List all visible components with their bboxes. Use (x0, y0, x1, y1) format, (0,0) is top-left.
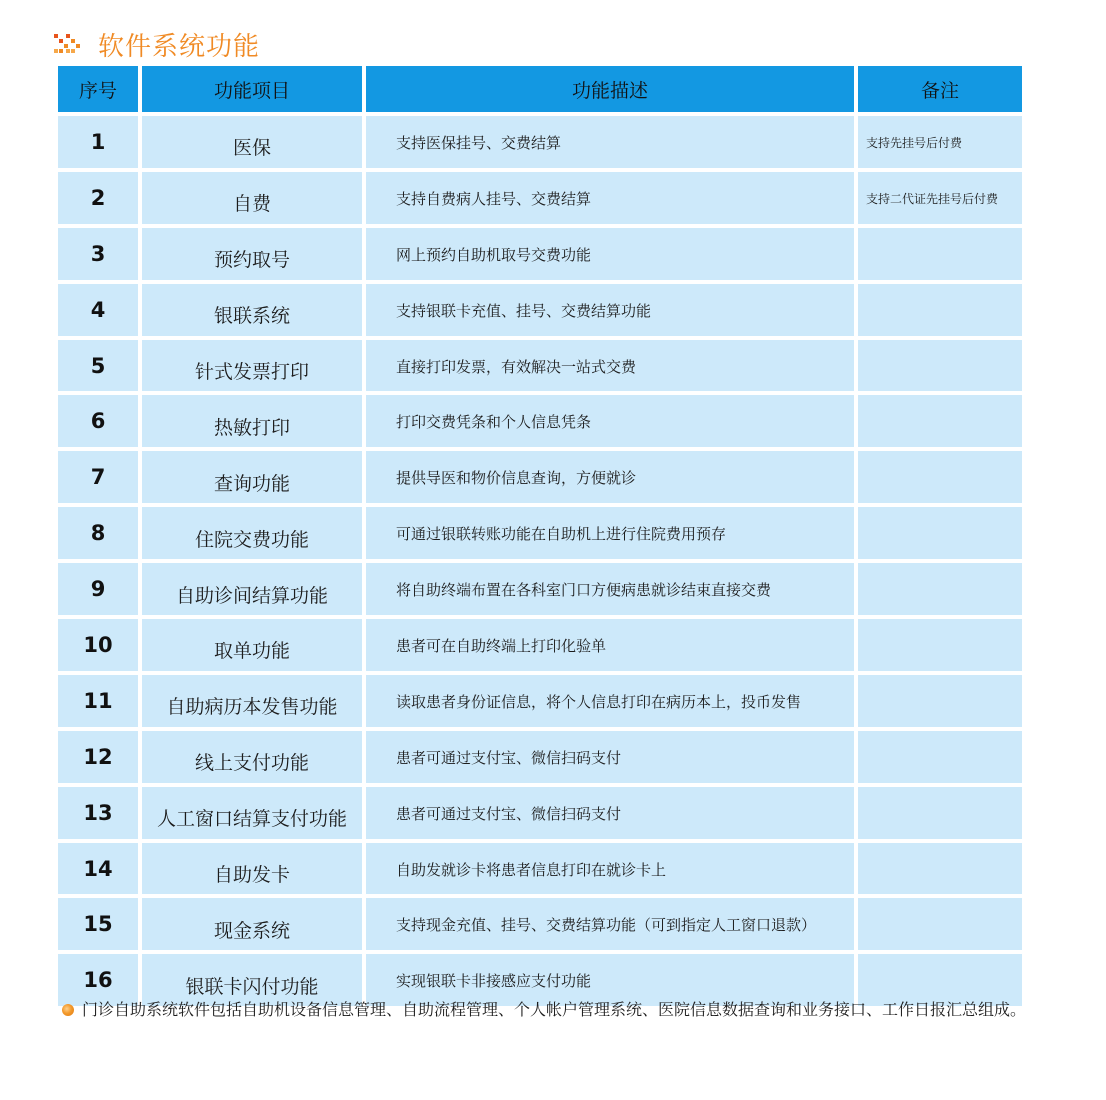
row-number: 8 (58, 507, 138, 559)
row-item: 自助发卡 (142, 843, 362, 895)
row-description: 自助发就诊卡将患者信息打印在就诊卡上 (366, 843, 854, 895)
row-note (858, 787, 1022, 839)
row-note (858, 619, 1022, 671)
header-desc: 功能描述 (366, 66, 854, 112)
row-description: 提供导医和物价信息查询，方便就诊 (366, 451, 854, 503)
row-number: 6 (58, 395, 138, 447)
row-number: 4 (58, 284, 138, 336)
row-description: 将自助终端布置在各科室门口方便病患就诊结束直接交费 (366, 563, 854, 615)
row-item: 针式发票打印 (142, 340, 362, 392)
row-note (858, 284, 1022, 336)
row-note (858, 395, 1022, 447)
row-description: 患者可通过支付宝、微信扫码支付 (366, 787, 854, 839)
row-item: 热敏打印 (142, 395, 362, 447)
row-item: 线上支付功能 (142, 731, 362, 783)
header-note: 备注 (858, 66, 1022, 112)
page-title: 软件系统功能 (98, 31, 261, 62)
row-number: 5 (58, 340, 138, 392)
header-item: 功能项目 (142, 66, 362, 112)
orange-dot-icon (62, 1004, 74, 1016)
row-description: 支持现金充值、挂号、交费结算功能（可到指定人工窗口退款） (366, 898, 854, 950)
row-number: 7 (58, 451, 138, 503)
row-number: 10 (58, 619, 138, 671)
row-note (858, 451, 1022, 503)
header-no: 序号 (58, 66, 138, 112)
row-number: 11 (58, 675, 138, 727)
row-number: 15 (58, 898, 138, 950)
row-number: 9 (58, 563, 138, 615)
row-description: 实现银联卡非接感应支付功能 (366, 954, 854, 1006)
row-description: 患者可在自助终端上打印化验单 (366, 619, 854, 671)
row-number: 1 (58, 116, 138, 168)
row-note (858, 898, 1022, 950)
row-item: 银联系统 (142, 284, 362, 336)
section-header (54, 26, 260, 62)
row-item: 银联卡闪付功能 (142, 954, 362, 1006)
footer-text: 门诊自助系统软件包括自助机设备信息管理、自助流程管理、个人帐户管理系统、医院信息数据查询和业务接口、工作日报汇总组成。 (82, 1000, 1027, 1019)
row-description: 网上预约自助机取号交费功能 (366, 228, 854, 280)
row-description: 支持自费病人挂号、交费结算 (366, 172, 854, 224)
row-item: 人工窗口结算支付功能 (142, 787, 362, 839)
row-description: 打印交费凭条和个人信息凭条 (366, 395, 854, 447)
row-number: 14 (58, 843, 138, 895)
row-number: 12 (58, 731, 138, 783)
footer-note (58, 994, 1048, 1025)
row-description: 直接打印发票，有效解决一站式交费 (366, 340, 854, 392)
row-description: 患者可通过支付宝、微信扫码支付 (366, 731, 854, 783)
row-note (858, 675, 1022, 727)
row-note (858, 507, 1022, 559)
row-number: 2 (58, 172, 138, 224)
function-table (58, 66, 1026, 1006)
row-item: 自助病历本发售功能 (142, 675, 362, 727)
row-item: 取单功能 (142, 619, 362, 671)
row-note (858, 731, 1022, 783)
row-number: 3 (58, 228, 138, 280)
row-number: 13 (58, 787, 138, 839)
row-description: 支持医保挂号、交费结算 (366, 116, 854, 168)
row-item: 自助诊间结算功能 (142, 563, 362, 615)
row-note (858, 228, 1022, 280)
row-item: 自费 (142, 172, 362, 224)
row-item: 医保 (142, 116, 362, 168)
row-description: 支持银联卡充值、挂号、交费结算功能 (366, 284, 854, 336)
row-note (858, 563, 1022, 615)
row-note: 支持先挂号后付费 (858, 116, 1022, 168)
row-note: 支持二代证先挂号后付费 (858, 172, 1022, 224)
row-description: 可通过银联转账功能在自助机上进行住院费用预存 (366, 507, 854, 559)
row-description: 读取患者身份证信息，将个人信息打印在病历本上，投币发售 (366, 675, 854, 727)
row-item: 住院交费功能 (142, 507, 362, 559)
row-note (858, 340, 1022, 392)
row-item: 预约取号 (142, 228, 362, 280)
row-item: 查询功能 (142, 451, 362, 503)
double-chevron-right-icon (54, 33, 88, 55)
row-number: 16 (58, 954, 138, 1006)
row-note (858, 843, 1022, 895)
row-item: 现金系统 (142, 898, 362, 950)
